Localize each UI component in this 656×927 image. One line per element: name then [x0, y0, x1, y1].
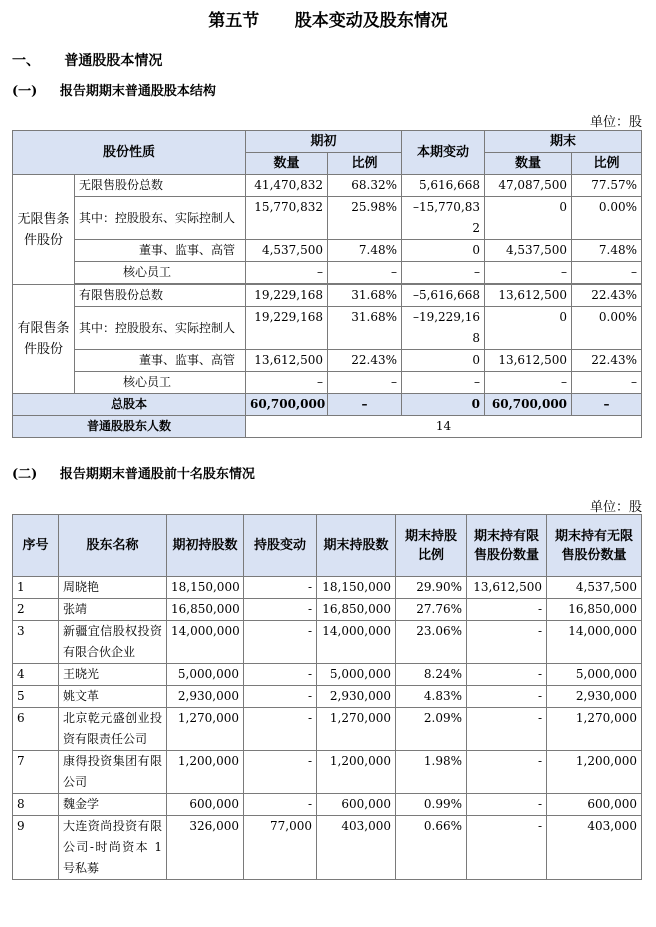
table-row — [13, 350, 642, 372]
cell-begin-ratio: 7.48% — [328, 240, 402, 262]
section-heading: 一、 普通股股本情况 — [12, 53, 163, 69]
cell-end-ratio: – — [572, 262, 642, 284]
cell-end-ratio: 0.00% — [572, 197, 642, 240]
cell-begin-ratio: 31.68% — [328, 285, 402, 307]
cell-change: –19,229,168 — [402, 307, 485, 350]
header-change: 本期变动 — [402, 131, 485, 175]
cell-unrestricted: 4,537,500 — [547, 577, 642, 599]
cell-restricted: - — [467, 686, 547, 708]
row-label: 其中：控股股东、实际控制人 — [75, 307, 246, 350]
cell-restricted: - — [467, 708, 547, 751]
cell-end-shares: 18,150,000 — [317, 577, 396, 599]
cell-share-change: - — [244, 621, 317, 664]
cell-shareholder-name: 张靖 — [59, 599, 167, 621]
cell-unrestricted: 1,270,000 — [547, 708, 642, 751]
cell-begin-shares: 16,850,000 — [167, 599, 244, 621]
cell-begin-qty: 19,229,168 — [246, 285, 328, 307]
cell-share-change: - — [244, 794, 317, 816]
cell-unrestricted: 1,200,000 — [547, 751, 642, 794]
cell-begin-ratio: 22.43% — [328, 350, 402, 372]
cell-share-change: 77,000 — [244, 816, 317, 880]
group-label-unrestricted: 无限售条件股份 — [13, 175, 75, 285]
cell-end-qty: 47,087,500 — [485, 175, 572, 197]
cell-no: 6 — [13, 708, 59, 751]
cell-change: –5,616,668 — [402, 285, 485, 307]
header-begin: 期初 — [246, 131, 402, 153]
row-label: 核心员工 — [75, 372, 246, 394]
cell-end-ratio: 2.09% — [396, 708, 467, 751]
cell-unrestricted: 14,000,000 — [547, 621, 642, 664]
cell-end-qty: – — [485, 372, 572, 394]
row-label: 其中：控股股东、实际控制人 — [75, 197, 246, 240]
header-share-nature: 股份性质 — [13, 131, 246, 175]
cell-shareholder-name: 新疆宜信股权投资有限合伙企业 — [59, 621, 167, 664]
cell-change: 0 — [402, 240, 485, 262]
cell-end-ratio: 1.98% — [396, 751, 467, 794]
cell-end-ratio: 7.48% — [572, 240, 642, 262]
table-row — [13, 372, 642, 394]
total-label: 总股本 — [13, 394, 246, 416]
header-name: 股东名称 — [59, 515, 167, 577]
total-end-qty: 60,700,000 — [485, 394, 572, 416]
cell-end-ratio: 27.76% — [396, 599, 467, 621]
table-row — [13, 285, 642, 307]
unit-label-1: 单位：股 — [589, 115, 642, 130]
row-label: 无限售股份总数 — [75, 175, 246, 197]
table-row — [13, 599, 642, 621]
cell-begin-shares: 1,200,000 — [167, 751, 244, 794]
cell-share-change: - — [244, 708, 317, 751]
header-end-ratio: 比例 — [572, 153, 642, 175]
cell-no: 3 — [13, 621, 59, 664]
table-row — [13, 240, 642, 262]
cell-begin-qty: – — [246, 372, 328, 394]
cell-end-qty: 0 — [485, 197, 572, 240]
cell-share-change: - — [244, 599, 317, 621]
cell-begin-shares: 5,000,000 — [167, 664, 244, 686]
cell-shareholder-name: 大连资尚投资有限公司-时尚资本 1 号私募 — [59, 816, 167, 880]
cell-shareholder-name: 康得投资集团有限公司 — [59, 751, 167, 794]
cell-begin-shares: 326,000 — [167, 816, 244, 880]
cell-begin-qty: – — [246, 262, 328, 284]
cell-no: 2 — [13, 599, 59, 621]
table-row — [13, 686, 642, 708]
cell-begin-shares: 600,000 — [167, 794, 244, 816]
header-begin-ratio: 比例 — [328, 153, 402, 175]
cell-end-qty: – — [485, 262, 572, 284]
cell-restricted: - — [467, 599, 547, 621]
cell-end-ratio: 0.66% — [396, 816, 467, 880]
cell-begin-shares: 14,000,000 — [167, 621, 244, 664]
unit-label-2: 单位：股 — [589, 500, 642, 515]
cell-end-shares: 1,270,000 — [317, 708, 396, 751]
cell-share-change: - — [244, 577, 317, 599]
share-structure-table — [12, 130, 642, 438]
cell-change: – — [402, 372, 485, 394]
holders-count: 14 — [246, 416, 642, 438]
cell-restricted: - — [467, 816, 547, 880]
row-label: 有限售股份总数 — [75, 285, 246, 307]
subsection-heading-1: (一) 报告期期末普通股股本结构 — [12, 84, 216, 99]
cell-begin-ratio: 25.98% — [328, 197, 402, 240]
cell-unrestricted: 5,000,000 — [547, 664, 642, 686]
cell-begin-ratio: – — [328, 262, 402, 284]
cell-begin-ratio: 68.32% — [328, 175, 402, 197]
cell-shareholder-name: 周晓艳 — [59, 577, 167, 599]
cell-begin-shares: 2,930,000 — [167, 686, 244, 708]
table-row — [13, 708, 642, 751]
cell-unrestricted: 16,850,000 — [547, 599, 642, 621]
cell-begin-qty: 4,537,500 — [246, 240, 328, 262]
cell-unrestricted: 600,000 — [547, 794, 642, 816]
cell-begin-ratio: – — [328, 372, 402, 394]
cell-no: 8 — [13, 794, 59, 816]
cell-end-ratio: 77.57% — [572, 175, 642, 197]
cell-end-ratio: 0.00% — [572, 307, 642, 350]
total-begin-ratio: – — [328, 394, 402, 416]
row-label: 董事、监事、高管 — [75, 350, 246, 372]
cell-no: 4 — [13, 664, 59, 686]
cell-no: 9 — [13, 816, 59, 880]
header-no: 序号 — [13, 515, 59, 577]
cell-end-ratio: 23.06% — [396, 621, 467, 664]
cell-end-qty: 4,537,500 — [485, 240, 572, 262]
cell-change: – — [402, 262, 485, 284]
cell-shareholder-name: 北京乾元盛创业投资有限责任公司 — [59, 708, 167, 751]
header-end: 期末 — [485, 131, 642, 153]
cell-end-shares: 403,000 — [317, 816, 396, 880]
cell-unrestricted: 403,000 — [547, 816, 642, 880]
table-row — [13, 197, 642, 240]
cell-end-shares: 2,930,000 — [317, 686, 396, 708]
cell-shareholder-name: 姚文革 — [59, 686, 167, 708]
holders-row — [13, 416, 642, 438]
cell-restricted: - — [467, 664, 547, 686]
cell-end-qty: 13,612,500 — [485, 285, 572, 307]
total-change: 0 — [402, 394, 485, 416]
cell-end-ratio: 29.90% — [396, 577, 467, 599]
cell-end-ratio: 8.24% — [396, 664, 467, 686]
header-end-shares: 期末持股数 — [317, 515, 396, 577]
header-end-qty: 数量 — [485, 153, 572, 175]
header-end-ratio: 期末持股比例 — [396, 515, 467, 577]
cell-shareholder-name: 魏金学 — [59, 794, 167, 816]
cell-restricted: - — [467, 794, 547, 816]
cell-end-shares: 16,850,000 — [317, 599, 396, 621]
cell-end-shares: 5,000,000 — [317, 664, 396, 686]
table-row — [13, 307, 642, 350]
cell-share-change: - — [244, 664, 317, 686]
cell-change: 0 — [402, 350, 485, 372]
cell-end-ratio: – — [572, 372, 642, 394]
cell-end-qty: 13,612,500 — [485, 350, 572, 372]
cell-no: 1 — [13, 577, 59, 599]
total-begin-qty: 60,700,000 — [246, 394, 328, 416]
cell-begin-ratio: 31.68% — [328, 307, 402, 350]
cell-end-shares: 14,000,000 — [317, 621, 396, 664]
cell-no: 7 — [13, 751, 59, 794]
table-row — [13, 262, 642, 284]
cell-end-shares: 600,000 — [317, 794, 396, 816]
cell-begin-qty: 15,770,832 — [246, 197, 328, 240]
cell-change: –15,770,832 — [402, 197, 485, 240]
cell-shareholder-name: 王晓光 — [59, 664, 167, 686]
total-row — [13, 394, 642, 416]
header-begin-qty: 数量 — [246, 153, 328, 175]
table-row — [13, 175, 642, 197]
table-row — [13, 621, 642, 664]
table-row — [13, 751, 642, 794]
cell-begin-qty: 19,229,168 — [246, 307, 328, 350]
cell-restricted: - — [467, 751, 547, 794]
row-label: 核心员工 — [75, 262, 246, 284]
table-row — [13, 577, 642, 599]
cell-no: 5 — [13, 686, 59, 708]
header-begin-shares: 期初持股数 — [167, 515, 244, 577]
cell-change: 5,616,668 — [402, 175, 485, 197]
cell-share-change: - — [244, 751, 317, 794]
cell-begin-shares: 1,270,000 — [167, 708, 244, 751]
cell-restricted: 13,612,500 — [467, 577, 547, 599]
subsection-heading-2: (二) 报告期期末普通股前十名股东情况 — [12, 467, 255, 482]
cell-end-ratio: 0.99% — [396, 794, 467, 816]
total-end-ratio: – — [572, 394, 642, 416]
cell-share-change: - — [244, 686, 317, 708]
holders-label: 普通股股东人数 — [13, 416, 246, 438]
table-row — [13, 664, 642, 686]
cell-end-ratio: 22.43% — [572, 350, 642, 372]
cell-begin-qty: 41,470,832 — [246, 175, 328, 197]
cell-begin-shares: 18,150,000 — [167, 577, 244, 599]
table-row — [13, 794, 642, 816]
top-shareholders-table — [12, 514, 642, 880]
cell-unrestricted: 2,930,000 — [547, 686, 642, 708]
cell-end-qty: 0 — [485, 307, 572, 350]
cell-end-shares: 1,200,000 — [317, 751, 396, 794]
header-share-change: 持股变动 — [244, 515, 317, 577]
group-label-restricted: 有限售条件股份 — [13, 285, 75, 394]
cell-begin-qty: 13,612,500 — [246, 350, 328, 372]
cell-restricted: - — [467, 621, 547, 664]
header-restricted: 期末持有限售股份数量 — [467, 515, 547, 577]
cell-end-ratio: 22.43% — [572, 285, 642, 307]
cell-end-ratio: 4.83% — [396, 686, 467, 708]
header-unrestricted: 期末持有无限售股份数量 — [547, 515, 642, 577]
page-title: 第五节 股本变动及股东情况 — [208, 11, 448, 31]
table-row — [13, 816, 642, 880]
row-label: 董事、监事、高管 — [75, 240, 246, 262]
